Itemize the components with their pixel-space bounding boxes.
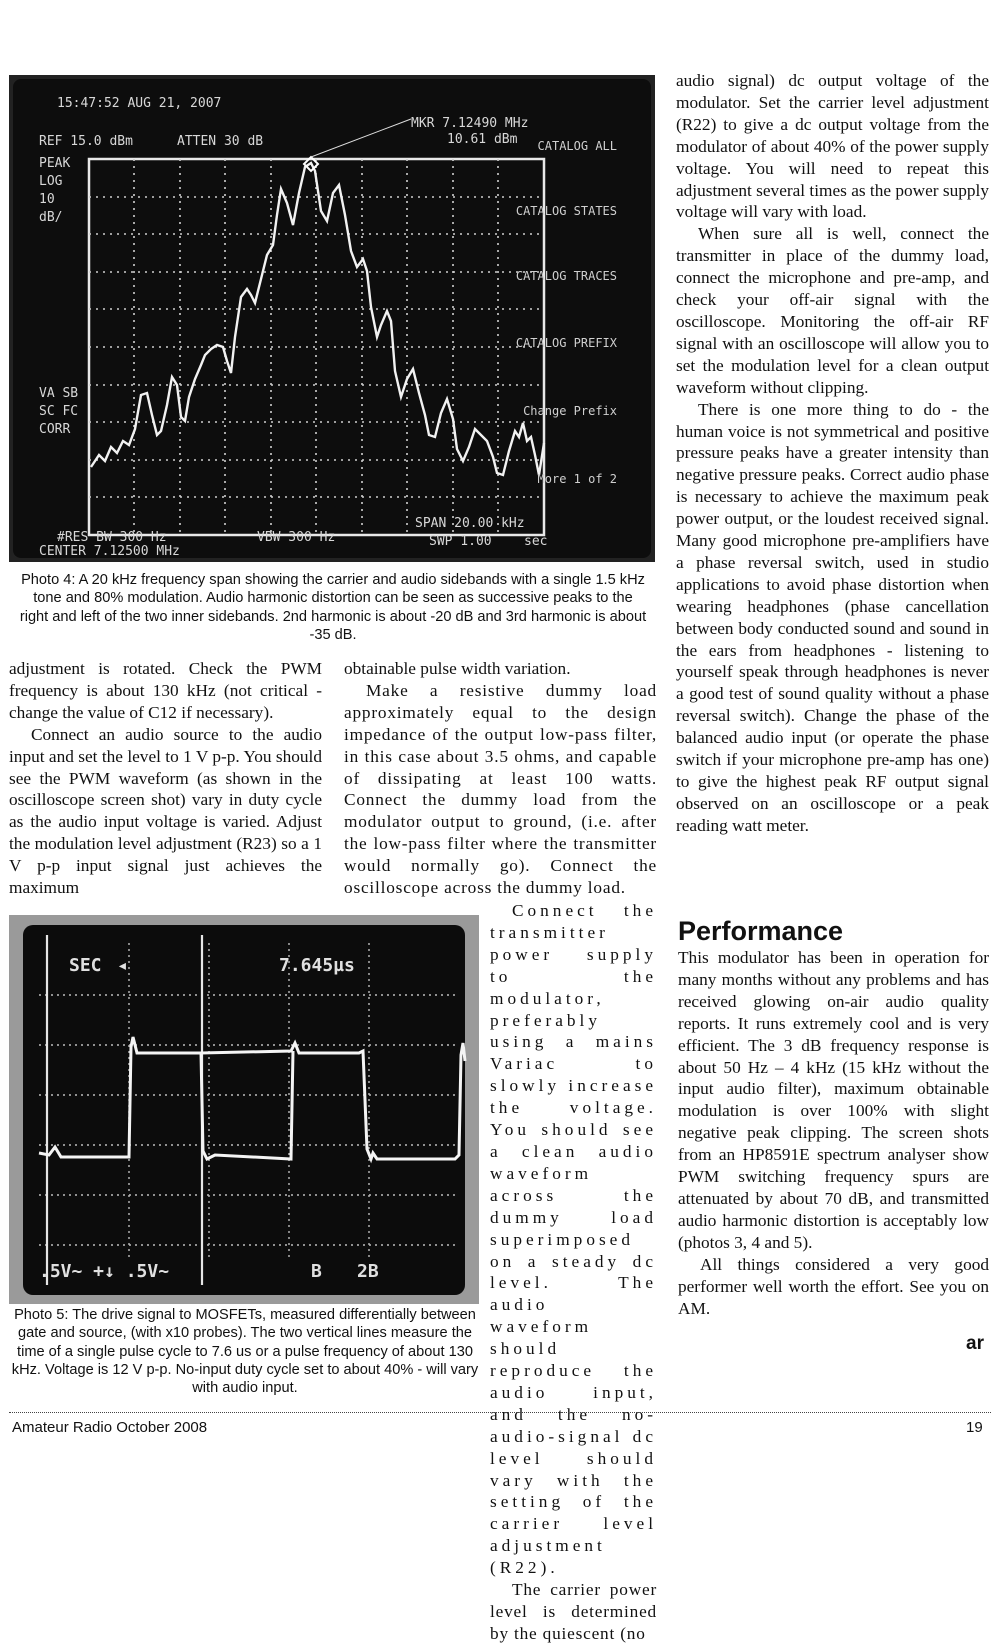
footer-page-number: 19 bbox=[966, 1419, 983, 1436]
oscilloscope-display bbox=[9, 915, 479, 1304]
performance-paragraph-1: This modulator has been in operation for many months without any problems and has received glowing on-air audio quality reports. It runs extremely cool and is very efficient. The 3 dB frequency response is about 50 Hz – 4 kHz (15 kHz without the input audio filter), maximum obtainable modulation is over 100% with slight negative peak clipping. The screen shots from an HP8591E spectrum analyser show PWM switching frequency spurs are attenuated by about 70 dB, and transmitted audio harmonic distortion is acceptably low (photos 3, 4 and 5). bbox=[678, 948, 989, 1252]
photo-4-spectrum-screenshot bbox=[9, 75, 655, 562]
col2-paragraph-1: obtainable pulse width variation. bbox=[344, 659, 571, 678]
col3-paragraph-3: There is one more thing to do - the human voice is not symmetrical and positive pressure peaks have a greater intensity than negative pressure peaks. Correct audio phase is necessary to achieve the maximum peak power output, or the loudest received signal. Many good microphone pre-amplifiers have a phase reversal switch, used in studio applications to avoid phase distortion when wearing headphones (phase cancellation between body conducted sound and sound in the ears from headphones - listening to yourself speak through headphones is never a good test of sound quality without a phase reversal switch). Change the phase of the balanced audio input (or operate the phase switch if your microphone pre-amp has one) to give the highest peak RF output signal observed on an oscilloscope or a peak reading watt meter. bbox=[676, 399, 989, 835]
timestamp: 15:47:52 AUG 21, 2007 bbox=[57, 96, 222, 111]
res-bw: #RES BW 300 Hz bbox=[57, 530, 167, 545]
marker-frequency: MKR 7.12490 MHz bbox=[411, 116, 529, 131]
article-end-mark: ar bbox=[966, 1333, 984, 1354]
scale-unit: dB/ bbox=[39, 210, 63, 225]
col1-paragraph-1: adjustment is rotated. Check the PWM frequency is about 130 kHz (not critical - change the value of C12 if necessary). bbox=[9, 659, 322, 722]
softkey-catalog-prefix[interactable]: CATALOG PREFIX bbox=[515, 336, 617, 350]
softkey-more[interactable]: More 1 of 2 bbox=[537, 472, 617, 486]
sweep-time: SWP 1.00 bbox=[429, 534, 492, 549]
col2-paragraph-4: The carrier power level is determined by the quiescent (no bbox=[490, 1580, 657, 1643]
performance-paragraph-2: All things considered a very good performer well worth the effort. See you on AM. bbox=[678, 1254, 989, 1318]
col2-paragraph-3: Connect the transmitter power supply to the modulator, preferably using a mains Variac to slowly increase the voltage. You should see a clean audio waveform across the dummy load superimposed on a steady dc level. The audio waveform should reproduce the audio input, and the no-audio-signal dc level should vary with the setting of the carrier level adjustment (R22). bbox=[490, 901, 658, 1578]
col1-paragraph-2: Connect an audio source to the audio input and set the level to 1 V p-p. You should see the PWM waveform (as shown in the oscilloscope screen shot) vary in duty cycle as the audio input voltage is varied. Adjust the modulation level adjustment (R23) so a 1 V p-p input signal just achieves the maximum bbox=[9, 724, 322, 898]
attenuation: ATTEN 30 dB bbox=[177, 134, 264, 149]
performance-heading: Performance bbox=[678, 916, 844, 946]
svg-text:◂: ◂ bbox=[117, 955, 128, 976]
col3-paragraph-2: When sure all is well, connect the transmitter in place of the dummy load, connect the microphone and pre-amp, and check your off-air signal with the oscilloscope. Monitoring the off-air RF signal with an oscilloscope will allow you to set the modulation level for a clean output waveform without clipping. bbox=[676, 224, 989, 397]
footer-publication: Amateur Radio October 2008 bbox=[12, 1419, 208, 1436]
column-1-text bbox=[9, 658, 322, 899]
sweep-unit: sec bbox=[524, 534, 548, 549]
column-2-continued-text bbox=[490, 900, 657, 1645]
softkey-catalog-all[interactable]: CATALOG ALL bbox=[537, 139, 617, 153]
left-label-corr: CORR bbox=[39, 422, 71, 437]
col3-paragraph-1: audio signal) dc output voltage of the modulator. Set the carrier level adjustment (R22) to give a dc output voltage from the modulator of about 40% of the power supply voltage. You will need to repeat this adjustment several times as the power supply voltage will vary with load. bbox=[676, 71, 989, 222]
log-label: LOG bbox=[39, 174, 63, 189]
channel-scale: .5V~ +↓ .5V~ bbox=[39, 1261, 170, 1282]
peak-label: PEAK bbox=[39, 156, 71, 171]
video-bw: VBW 300 Hz bbox=[257, 530, 336, 545]
channel-b-label: B bbox=[311, 1261, 322, 1282]
softkey-catalog-traces[interactable]: CATALOG TRACES bbox=[515, 269, 617, 283]
span: SPAN 20.00 kHz bbox=[415, 516, 525, 531]
channel-2b-label: 2B bbox=[357, 1261, 379, 1282]
cursor-delta-time: 7.645µs bbox=[279, 955, 355, 976]
photo-5-oscilloscope-screenshot bbox=[9, 915, 479, 1304]
center-frequency: CENTER 7.12500 MHz bbox=[39, 544, 180, 559]
column-3-text bbox=[676, 70, 989, 837]
col2-paragraph-2: Make a resistive dummy load approximately equal to the design impedance of the output low-pass filter, in this case about 3.5 ohms, and capable of dissipating at least 100 watts. Connect the dummy load from the modulator output to ground, (i.e. after the low-pass filter where the transmitter would normally go). Connect the oscilloscope across the dummy load. bbox=[344, 680, 657, 898]
photo-4-caption: Photo 4: A 20 kHz frequency span showing the carrier and audio sidebands with a single 1.5 kHz tone and 80% modulation. Audio harmonic distortion can be seen as successive peaks to the right and left of the two inner sidebands. 2nd harmonic is about -20 dB and 3rd harmonic is about -35 dB. bbox=[19, 572, 647, 643]
column-2-text bbox=[344, 658, 657, 899]
performance-section bbox=[678, 916, 989, 1319]
left-label-va-sb: VA SB bbox=[39, 386, 79, 401]
spectrum-display bbox=[9, 75, 655, 562]
softkey-catalog-states[interactable]: CATALOG STATES bbox=[515, 204, 617, 218]
footer-rule bbox=[9, 1412, 991, 1413]
left-label-sc-fc: SC FC bbox=[39, 404, 79, 419]
softkey-change-prefix[interactable]: Change Prefix bbox=[523, 404, 617, 418]
ref-level: REF 15.0 dBm bbox=[39, 134, 133, 149]
photo-5-caption: Photo 5: The drive signal to MOSFETs, measured differentially between gate and source, (with x10 probes). The two vertical lines measure the time of a single pulse cycle to 7.6 us or a pulse frequency of about 130 kHz. Voltage is 12 V p-p. No-input duty cycle set to about 40% - will vary with audio input. bbox=[11, 1307, 479, 1397]
timebase-label: SEC bbox=[69, 955, 102, 976]
scale-value: 10 bbox=[39, 192, 55, 207]
marker-level: 10.61 dBm bbox=[447, 132, 518, 147]
